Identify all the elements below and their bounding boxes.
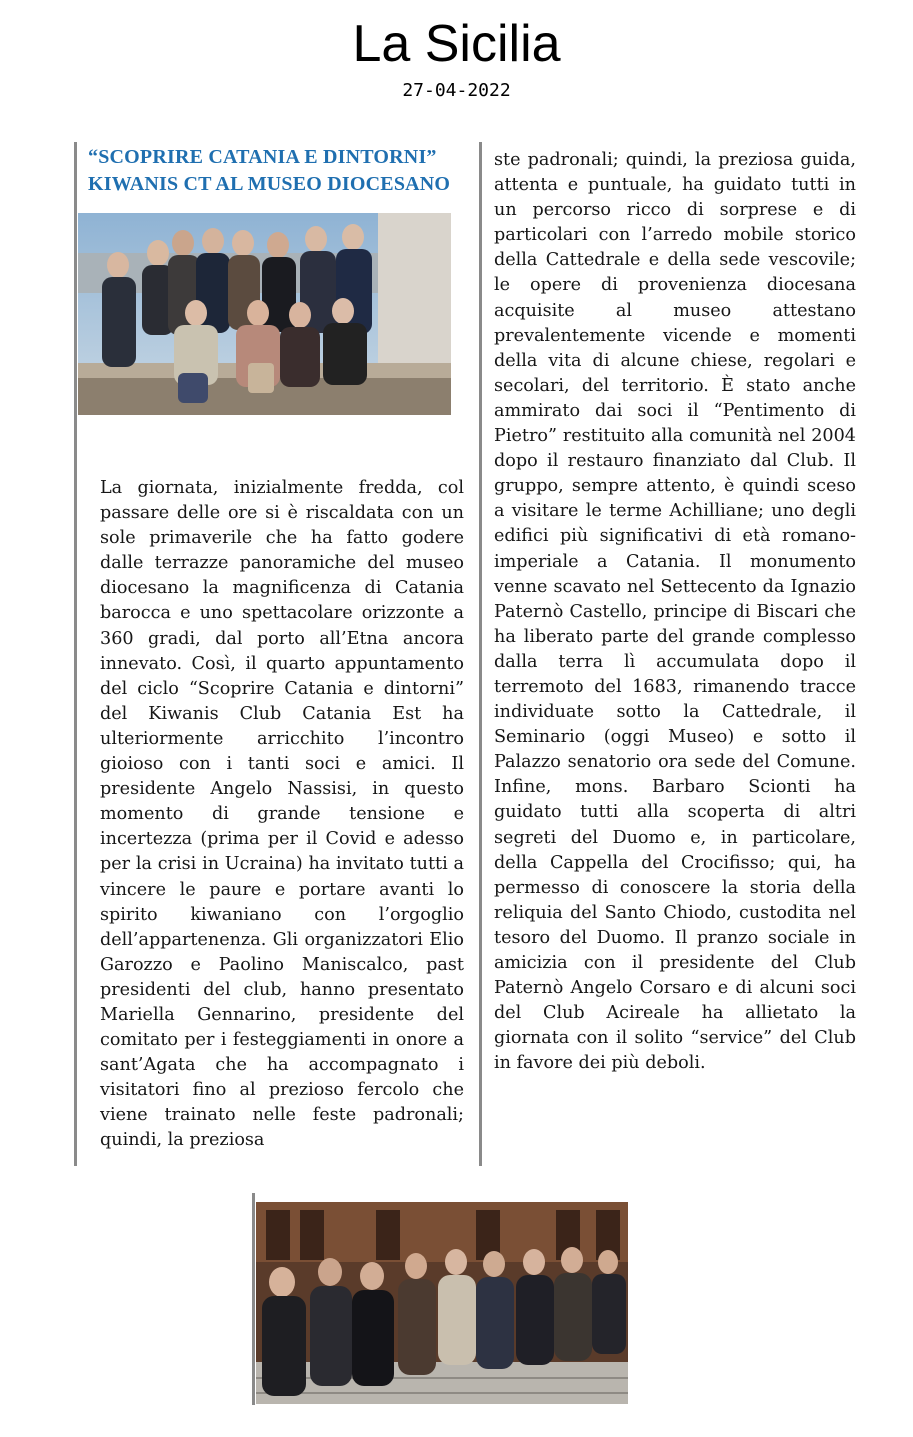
cathedral-photo-image [256, 1202, 628, 1404]
bottom-photo-rule [252, 1193, 255, 1405]
newspaper-title: La Sicilia [352, 15, 561, 73]
article-headline [88, 144, 458, 198]
headline-line-2: KIWANIS CT AL MUSEO DIOCESANO [88, 173, 451, 195]
middle-column-rule [479, 142, 482, 1166]
publication-date: 27-04-2022 [402, 80, 511, 101]
article-body-right-column: ste padronali; quindi, la preziosa guida, attenta e puntuale, ha guidato tutti in un percorso ricco di sorprese e di particolari con l’arredo mobile storico della Cattedrale e della sede vescovile; le opere di provenienza diocesana acquisite al museo attestano prevalentemente vicende e momenti della vita di alcune chiese, regolari e secolari, del territorio. È stato anche ammirato dai soci il “Pentimento di Pietro” restituito alla comunità nel 2004 dopo il restauro finanziato dal Club. Il gruppo, sempre attento, è quindi sceso a visitare le terme Achilliane; uno degli edifici più significativi di età romano-imperiale a Catania. Il monumento venne scavato nel Settecento da Ignazio Paternò Castello, principe di Biscari che ha liberato parte del grande complesso dalla terra lì accumulata dopo il terremoto del 1683, rimanendo tracce individuate sotto la Cattedrale, il Seminario (oggi Museo) e sotto il Palazzo senatorio ora sede del Comune. Infine, mons. Barbaro Scionti ha guidato tutti alla scoperta di altri segreti del Duomo e, in particolare, della Cappella del Crocifisso; qui, ha permesso di conoscere la storia della reliquia del Santo Chiodo, custodita nel tesoro del Duomo. Il pranzo sociale in amicizia con il presidente del Club Paternò Angelo Corsaro e di alcuni soci del Club Acireale ha allietato la giornata con il solito “service” del Club in favore dei più deboli. [494, 150, 856, 1074]
group-photo-terrace [78, 213, 451, 415]
article-body-left-column: La giornata, inizialmente fredda, col passare delle ore si è riscaldata con un sole primaverile che ha fatto godere dalle terrazze panoramiche del museo diocesano la magnificenza di Catania barocca e uno spettacolare orizzonte a 360 gradi, dal porto all’Etna ancora innevato. Così, il quarto appuntamento del ciclo “Scoprire Catania e dintorni” del Kiwanis Club Catania Est ha ulteriormente arricchito l’incontro gioioso con i tanti soci e amici. Il presidente Angelo Nassisi, in questo momento di grande tensione e incertezza (prima per il Covid e adesso per la crisi in Ucraina) ha invitato tutti a vincere le paure e portare avanti lo spirito kiwaniano con l’orgoglio dell’appartenenza. Gli organizzatori Elio Garozzo e Paolino Maniscalco, past presidenti del club, hanno presentato Mariella Gennarino, presidente del comitato per i festeggiamenti in onore a sant’Agata che ha accompagnato i visitatori fino al prezioso fercolo che viene trainato nelle feste padronali; quindi, la preziosa [100, 478, 464, 1151]
group-photo-cathedral [256, 1202, 628, 1404]
terrace-photo-image [78, 213, 451, 415]
left-column-rule [74, 142, 77, 1166]
headline-line-1: “SCOPRIRE CATANIA E DINTORNI” [88, 146, 437, 168]
